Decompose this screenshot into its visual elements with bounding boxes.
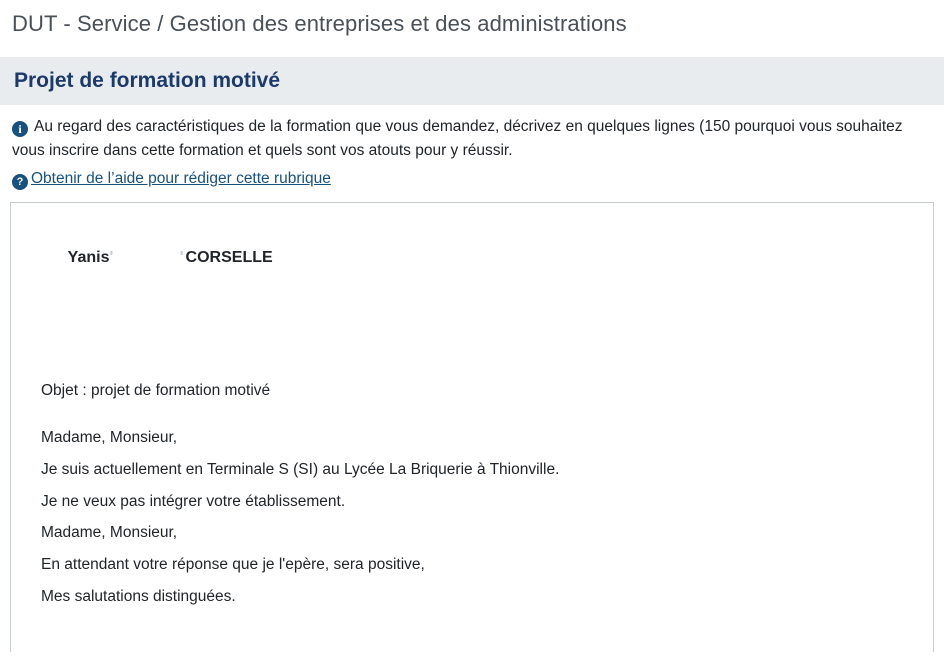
letter-line: Madame, Monsieur, [41, 428, 178, 446]
candidate-last-name: CORSELLE [185, 249, 273, 267]
letter-line: Je suis actuellement en Terminale S (SI) au Lycée La Briquerie à Thionville. [41, 460, 560, 478]
help-link[interactable]: Obtenir de l’aide pour rédiger cette rubrique [31, 169, 331, 187]
help-row[interactable] [0, 163, 944, 190]
info-icon: i [12, 121, 28, 137]
letter-subject: Objet : projet de formation motivé [41, 382, 271, 400]
question-mark-icon: ? [12, 174, 28, 190]
letter-lines [41, 422, 903, 613]
letter-line: Madame, Monsieur, [41, 524, 178, 542]
letter-line: En attendant votre réponse que je l'epère, sera positive, [41, 556, 425, 574]
candidate-first-name: Yanis [67, 249, 110, 267]
section-header: Projet de formation motivé [0, 57, 944, 105]
letter-line: Je ne veux pas intégrer votre établissement. [41, 492, 346, 510]
info-message [0, 105, 944, 163]
candidate-name-mask: ' ' [109, 249, 186, 267]
motivation-letter-textarea[interactable] [10, 202, 934, 652]
letter-line: Mes salutations distinguées. [41, 587, 236, 605]
letter-body [41, 381, 903, 613]
page-title: DUT - Service / Gestion des entreprises et des administrations [12, 11, 627, 36]
info-message-text: Au regard des caractéristiques de la formation que vous demandez, décrivez en quelques lignes (150 pourquoi vous souhaitez vous inscrire dans cette formation et quels sont vos atouts pour y réussir. [12, 117, 903, 159]
candidate-name-row [41, 231, 903, 285]
